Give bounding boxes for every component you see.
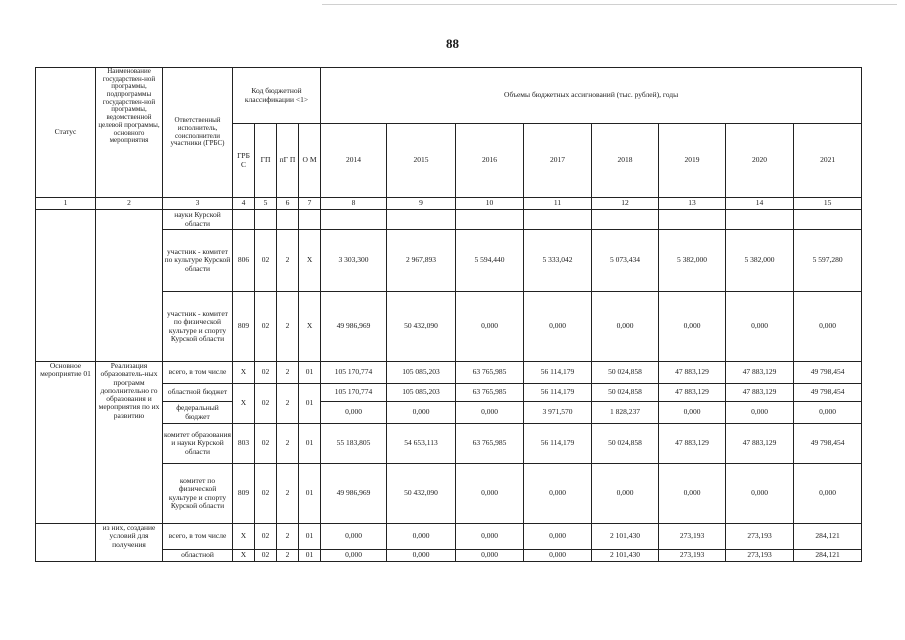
header-year: 2020 xyxy=(726,124,794,198)
code-pgp: 2 xyxy=(277,424,299,464)
responsible-cell: участник - комитет по культуре Курской области xyxy=(163,230,233,292)
value-cell: 0,000 xyxy=(659,292,726,362)
value-cell: 49 798,454 xyxy=(794,424,862,464)
code-gp: 02 xyxy=(255,424,277,464)
value-cell: 2 101,430 xyxy=(592,524,659,550)
empty-cell xyxy=(277,210,299,230)
empty-cell xyxy=(321,210,387,230)
column-number: 1 xyxy=(36,198,96,210)
value-cell: 55 183,805 xyxy=(321,424,387,464)
value-cell: 50 024,858 xyxy=(592,424,659,464)
value-cell: 0,000 xyxy=(726,402,794,424)
table-row xyxy=(36,362,862,384)
program-name-cell: из них, создание условий для получения xyxy=(96,524,163,562)
value-cell: 0,000 xyxy=(321,524,387,550)
value-cell: 3 303,300 xyxy=(321,230,387,292)
code-om: X xyxy=(299,230,321,292)
header-year: 2015 xyxy=(387,124,456,198)
header-year: 2018 xyxy=(592,124,659,198)
column-number-row xyxy=(36,198,862,210)
code-grbs: X xyxy=(233,550,255,562)
column-number: 3 xyxy=(163,198,233,210)
responsible-cell: всего, в том числе xyxy=(163,362,233,384)
header-code-gp: ГП xyxy=(255,124,277,198)
table-row xyxy=(36,524,862,550)
program-name-cell: Реализация образователь-ных программ дополнительно го образования и мероприятия по их развитию xyxy=(96,362,163,524)
empty-cell xyxy=(592,210,659,230)
value-cell: 273,193 xyxy=(726,550,794,562)
value-cell: 0,000 xyxy=(456,464,524,524)
value-cell: 5 382,000 xyxy=(659,230,726,292)
value-cell: 0,000 xyxy=(726,292,794,362)
header-year: 2016 xyxy=(456,124,524,198)
value-cell: 0,000 xyxy=(794,292,862,362)
code-grbs: 809 xyxy=(233,464,255,524)
responsible-cell: комитет образования и науки Курской области xyxy=(163,424,233,464)
value-cell: 273,193 xyxy=(659,550,726,562)
code-grbs: 806 xyxy=(233,230,255,292)
code-om: 01 xyxy=(299,384,321,424)
column-number: 9 xyxy=(387,198,456,210)
value-cell: 0,000 xyxy=(321,550,387,562)
table-row xyxy=(36,210,862,230)
column-number: 12 xyxy=(592,198,659,210)
code-om: 01 xyxy=(299,524,321,550)
column-number: 4 xyxy=(233,198,255,210)
code-grbs: 809 xyxy=(233,292,255,362)
value-cell: 0,000 xyxy=(524,464,592,524)
empty-cell xyxy=(299,210,321,230)
value-cell: 284,121 xyxy=(794,550,862,562)
empty-cell xyxy=(255,210,277,230)
column-number: 2 xyxy=(96,198,163,210)
budget-table xyxy=(35,67,862,562)
header-year: 2019 xyxy=(659,124,726,198)
value-cell: 0,000 xyxy=(387,524,456,550)
empty-cell xyxy=(659,210,726,230)
code-grbs: 803 xyxy=(233,424,255,464)
column-number: 8 xyxy=(321,198,387,210)
value-cell: 0,000 xyxy=(387,550,456,562)
responsible-cell: областной xyxy=(163,550,233,562)
value-cell: 47 883,129 xyxy=(726,384,794,402)
value-cell: 0,000 xyxy=(726,464,794,524)
empty-cell xyxy=(456,210,524,230)
code-gp: 02 xyxy=(255,384,277,424)
value-cell: 49 986,969 xyxy=(321,292,387,362)
value-cell: 54 653,113 xyxy=(387,424,456,464)
column-number: 14 xyxy=(726,198,794,210)
column-number: 5 xyxy=(255,198,277,210)
value-cell: 0,000 xyxy=(659,464,726,524)
value-cell: 273,193 xyxy=(659,524,726,550)
value-cell: 284,121 xyxy=(794,524,862,550)
value-cell: 0,000 xyxy=(592,464,659,524)
code-pgp: 2 xyxy=(277,524,299,550)
header-code-pgp: пГ П xyxy=(277,124,299,198)
value-cell: 2 967,893 xyxy=(387,230,456,292)
header-responsible: Ответственный исполнитель, соисполнители участники (ГРБС) xyxy=(163,68,233,198)
value-cell: 50 432,090 xyxy=(387,464,456,524)
value-cell: 63 765,985 xyxy=(456,424,524,464)
value-cell: 0,000 xyxy=(794,464,862,524)
value-cell: 0,000 xyxy=(524,524,592,550)
value-cell: 0,000 xyxy=(456,402,524,424)
code-gp: 02 xyxy=(255,230,277,292)
code-grbs: X xyxy=(233,384,255,424)
empty-cell xyxy=(387,210,456,230)
responsible-cell: всего, в том числе xyxy=(163,524,233,550)
value-cell: 49 798,454 xyxy=(794,384,862,402)
value-cell: 0,000 xyxy=(456,550,524,562)
value-cell: 105 170,774 xyxy=(321,362,387,384)
responsible-cell: областной бюджет xyxy=(163,384,233,402)
column-number: 6 xyxy=(277,198,299,210)
value-cell: 0,000 xyxy=(524,292,592,362)
code-gp: 02 xyxy=(255,362,277,384)
column-number: 10 xyxy=(456,198,524,210)
value-cell: 0,000 xyxy=(659,402,726,424)
responsible-cell: федеральный бюджет xyxy=(163,402,233,424)
value-cell: 0,000 xyxy=(387,402,456,424)
value-cell: 50 024,858 xyxy=(592,362,659,384)
status-cell xyxy=(36,210,96,362)
column-number: 13 xyxy=(659,198,726,210)
value-cell: 0,000 xyxy=(794,402,862,424)
top-rule xyxy=(322,4,897,5)
value-cell: 105 170,774 xyxy=(321,384,387,402)
code-pgp: 2 xyxy=(277,362,299,384)
responsible-cell: участник - комитет по физической культуре и спорту Курской области xyxy=(163,292,233,362)
header-year: 2014 xyxy=(321,124,387,198)
header-code-om: О М xyxy=(299,124,321,198)
value-cell: 63 765,985 xyxy=(456,362,524,384)
code-pgp: 2 xyxy=(277,550,299,562)
code-om: 01 xyxy=(299,550,321,562)
value-cell: 0,000 xyxy=(524,550,592,562)
value-cell: 49 986,969 xyxy=(321,464,387,524)
code-gp: 02 xyxy=(255,292,277,362)
code-om: 01 xyxy=(299,464,321,524)
value-cell: 5 382,000 xyxy=(726,230,794,292)
value-cell: 1 828,237 xyxy=(592,402,659,424)
value-cell: 47 883,129 xyxy=(726,362,794,384)
value-cell: 0,000 xyxy=(592,292,659,362)
value-cell: 63 765,985 xyxy=(456,384,524,402)
code-om: 01 xyxy=(299,362,321,384)
code-pgp: 2 xyxy=(277,292,299,362)
column-number: 7 xyxy=(299,198,321,210)
code-gp: 02 xyxy=(255,524,277,550)
header-program-name: Наименование государствен-ной программы, подпрограммы государствен-ной программы, ведомственной целевой программы, основного мероприятия xyxy=(96,68,163,198)
value-cell: 56 114,179 xyxy=(524,424,592,464)
code-grbs: X xyxy=(233,524,255,550)
code-grbs: X xyxy=(233,362,255,384)
value-cell: 47 883,129 xyxy=(659,384,726,402)
value-cell: 47 883,129 xyxy=(659,424,726,464)
empty-cell xyxy=(726,210,794,230)
header-code-grbs: ГРБ С xyxy=(233,124,255,198)
code-pgp: 2 xyxy=(277,464,299,524)
value-cell: 0,000 xyxy=(456,524,524,550)
value-cell: 49 798,454 xyxy=(794,362,862,384)
value-cell: 50 024,858 xyxy=(592,384,659,402)
header-year: 2021 xyxy=(794,124,862,198)
header-budget-code: Код бюджетной классификации <1> xyxy=(233,68,321,124)
empty-cell xyxy=(794,210,862,230)
value-cell: 105 085,203 xyxy=(387,384,456,402)
column-number: 11 xyxy=(524,198,592,210)
header-year: 2017 xyxy=(524,124,592,198)
value-cell: 56 114,179 xyxy=(524,362,592,384)
value-cell: 5 597,280 xyxy=(794,230,862,292)
value-cell: 0,000 xyxy=(321,402,387,424)
code-om: 01 xyxy=(299,424,321,464)
header-status: Статус xyxy=(36,68,96,198)
code-om: X xyxy=(299,292,321,362)
value-cell: 2 101,430 xyxy=(592,550,659,562)
responsible-cell: комитет по физической культуре и спорту Курской области xyxy=(163,464,233,524)
value-cell: 56 114,179 xyxy=(524,384,592,402)
empty-cell xyxy=(233,210,255,230)
status-cell: Основное мероприятие 01 xyxy=(36,362,96,524)
header-volumes: Объемы бюджетных ассигнований (тыс. рублей), годы xyxy=(321,68,862,124)
value-cell: 47 883,129 xyxy=(726,424,794,464)
program-name-cell xyxy=(96,210,163,362)
value-cell: 5 333,042 xyxy=(524,230,592,292)
value-cell: 105 085,203 xyxy=(387,362,456,384)
value-cell: 0,000 xyxy=(456,292,524,362)
code-pgp: 2 xyxy=(277,384,299,424)
value-cell: 5 594,440 xyxy=(456,230,524,292)
value-cell: 5 073,434 xyxy=(592,230,659,292)
column-number: 15 xyxy=(794,198,862,210)
status-cell xyxy=(36,524,96,562)
responsible-cell: науки Курской области xyxy=(163,210,233,230)
code-pgp: 2 xyxy=(277,230,299,292)
value-cell: 3 971,570 xyxy=(524,402,592,424)
code-gp: 02 xyxy=(255,464,277,524)
value-cell: 47 883,129 xyxy=(659,362,726,384)
code-gp: 02 xyxy=(255,550,277,562)
value-cell: 50 432,090 xyxy=(387,292,456,362)
value-cell: 273,193 xyxy=(726,524,794,550)
page-number: 88 xyxy=(446,36,459,51)
empty-cell xyxy=(524,210,592,230)
header-row-top xyxy=(36,68,862,124)
